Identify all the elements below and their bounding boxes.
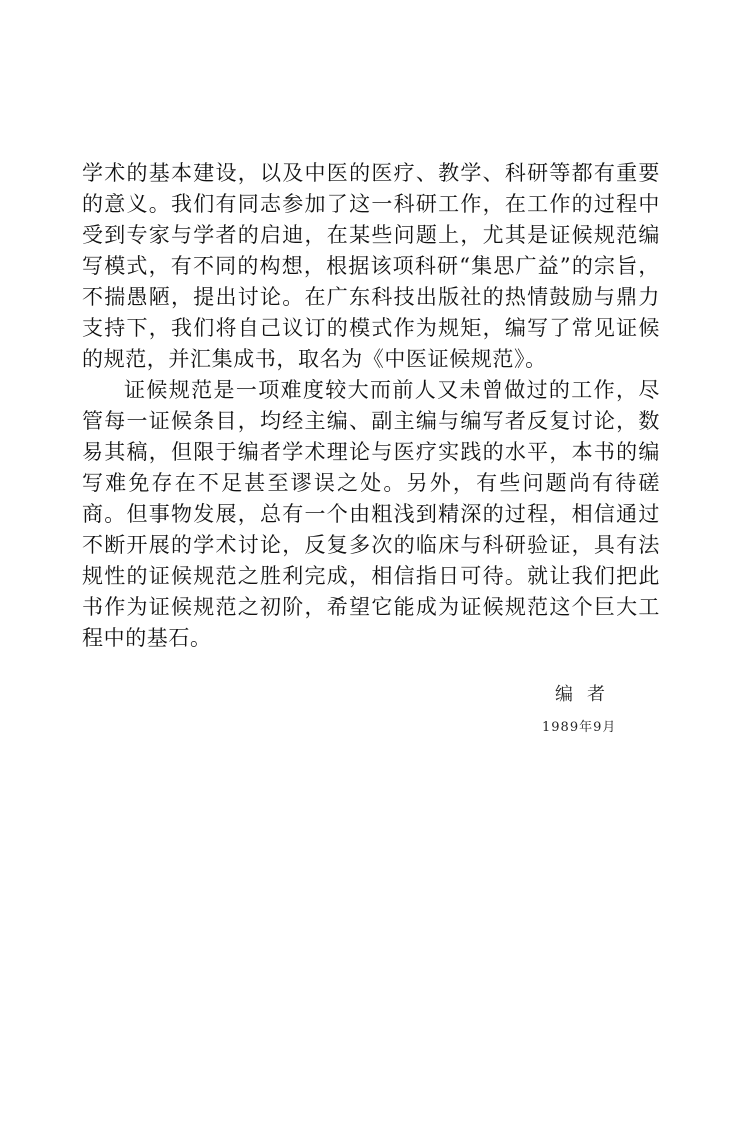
text-line: 书作为证候规范之初阶，希望它能成为证候规范这个巨大工 <box>82 595 660 619</box>
text-line: 写模式，有不同的构想，根据该项科研“集思广益”的宗旨， <box>82 254 660 278</box>
text-line: 的意义。我们有同志参加了这一科研工作，在工作的过程中 <box>82 192 660 216</box>
text-line: 规性的证候规范之胜利完成，相信指日可待。就让我们把此 <box>82 564 660 588</box>
paragraph-1 <box>82 158 660 375</box>
text-line: 的规范，并汇集成书，取名为《中医证候规范》。 <box>82 347 547 371</box>
text-line: 支持下，我们将自己议订的模式作为规矩，编写了常见证候 <box>82 316 660 340</box>
preface-body <box>82 158 660 654</box>
text-line: 管每一证候条目，均经主编、副主编与编写者反复讨论，数 <box>82 409 660 433</box>
author-signature: 编者 <box>555 684 619 705</box>
text-line: 学术的基本建设，以及中医的医疗、教学、科研等都有重要 <box>82 161 660 185</box>
signature-date: 1989年9月 <box>542 720 617 735</box>
text-line: 写难免存在不足甚至谬误之处。另外，有些问题尚有待磋 <box>82 471 660 495</box>
text-line: 受到专家与学者的启迪，在某些问题上，尤其是证候规范编 <box>82 223 660 247</box>
text-line: 商。但事物发展，总有一个由粗浅到精深的过程，相信通过 <box>82 502 660 526</box>
text-line: 证候规范是一项难度较大而前人又未曾做过的工作，尽 <box>124 378 660 402</box>
text-line: 易其稿，但限于编者学术理论与医疗实践的水平，本书的编 <box>82 440 660 464</box>
paragraph-2 <box>82 375 660 654</box>
text-line: 不揣愚陋，提出讨论。在广东科技出版社的热情鼓励与鼎力 <box>82 285 660 309</box>
text-line: 程中的基石。 <box>82 626 212 650</box>
text-line: 不断开展的学术讨论，反复多次的临床与科研验证，具有法 <box>82 533 660 557</box>
